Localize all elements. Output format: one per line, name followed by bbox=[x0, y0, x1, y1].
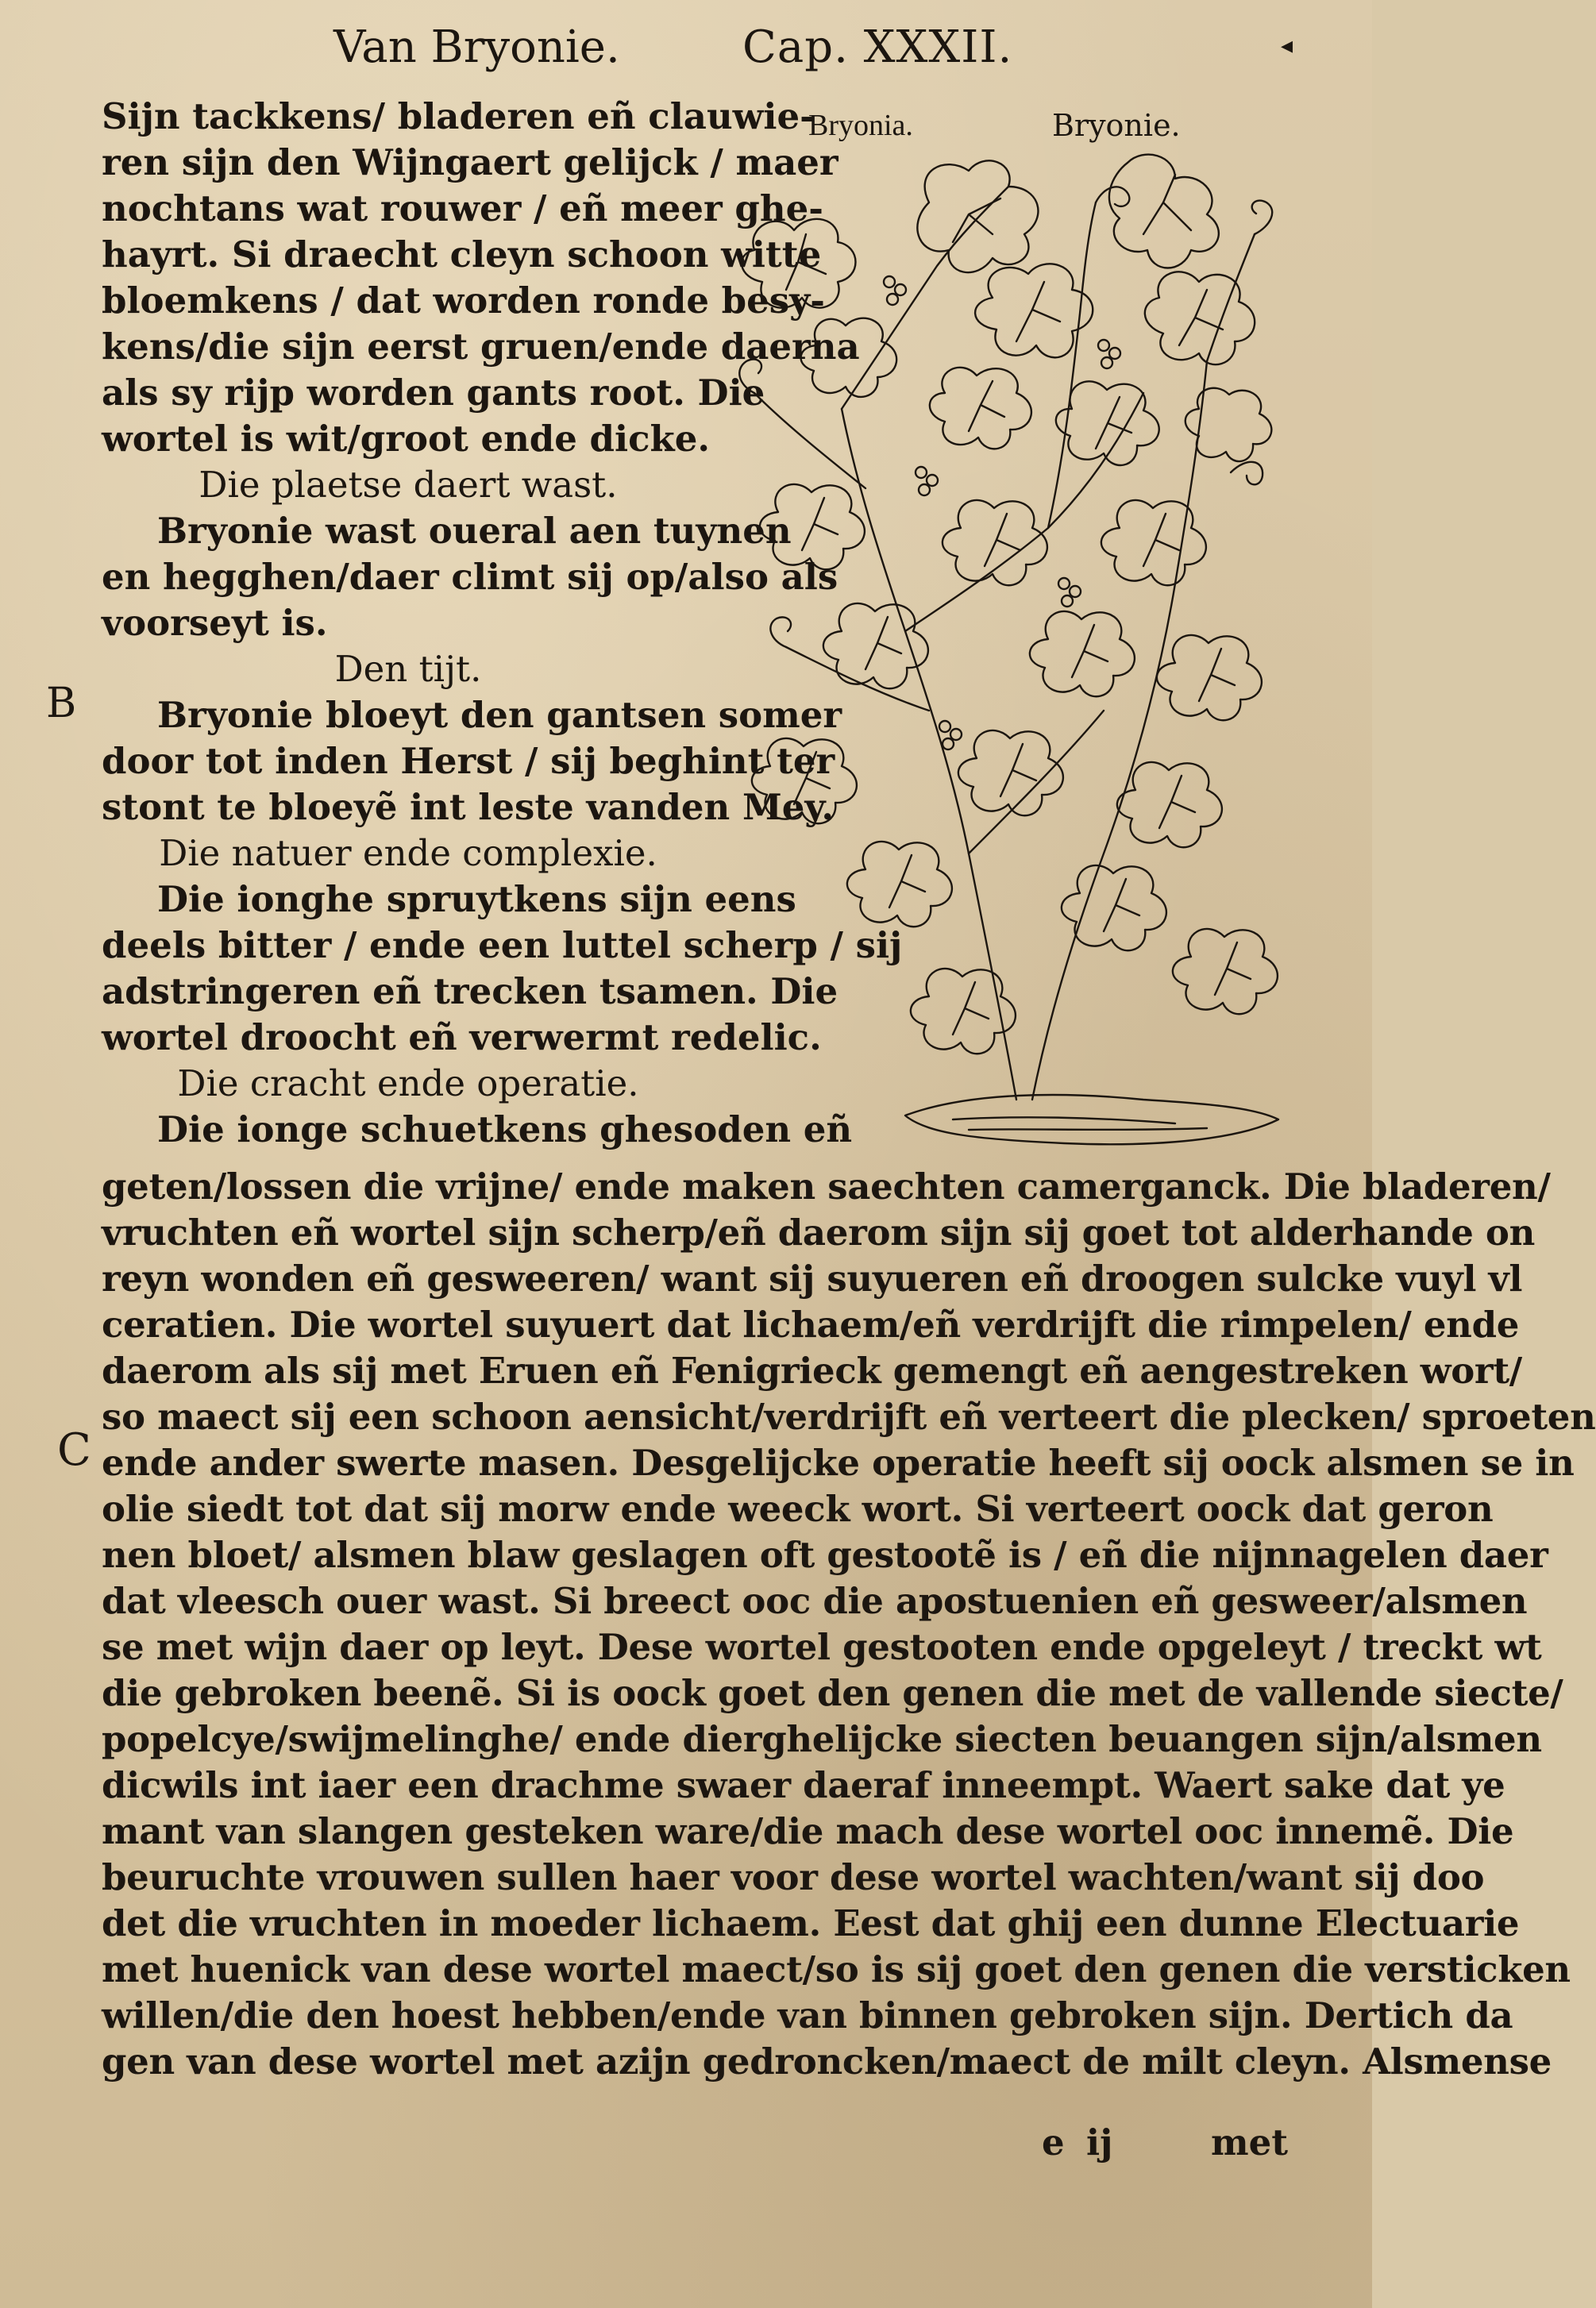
text-line: Die ionghe spruytkens sijn eens bbox=[157, 878, 796, 920]
text-line: mant van slangen gesteken ware/die mach dese wortel ooc innemẽ. Die bbox=[102, 1810, 1514, 1852]
text-line: daerom als sij met Eruen eñ Fenigrieck gemengt eñ aengestreken wort/ bbox=[102, 1350, 1522, 1392]
text-line: bloemkens / dat worden ronde besy- bbox=[102, 279, 825, 322]
text-line: door tot inden Herst / sij beghint ter bbox=[102, 740, 835, 782]
chapter-number: Cap. XXXII. bbox=[742, 21, 1013, 73]
margin-letter-c: C bbox=[57, 1424, 91, 1476]
text-line: Bryonie bloeyt den gantsen somer bbox=[157, 694, 842, 736]
section-heading: Die cracht ende operatie. bbox=[177, 1062, 639, 1104]
catchword: met bbox=[1211, 2121, 1289, 2164]
text-line: nochtans wat rouwer / eñ meer ghe- bbox=[102, 187, 823, 229]
figure-label-latin: Bryonia. bbox=[808, 109, 913, 142]
text-line: Bryonie wast oueral aen tuynen bbox=[157, 510, 792, 552]
text-line: popelcye/swijmelinghe/ ende dierghelijcke siecten beuangen sijn/alsmen bbox=[102, 1718, 1542, 1760]
text-line: ende ander swerte masen. Desgelijcke operatie heeft sij oock alsmen se in bbox=[102, 1442, 1575, 1484]
section-heading: Die plaetse daert wast. bbox=[199, 464, 618, 506]
text-line: det die vruchten in moeder lichaem. Eest dat ghij een dunne Electuarie bbox=[102, 1902, 1520, 1944]
text-line: dat vleesch ouer wast. Si breect ooc die apostuenien eñ gesweer/alsmen bbox=[102, 1580, 1528, 1622]
text-line: hayrt. Si draecht cleyn schoon witte bbox=[102, 233, 822, 275]
running-title: Van Bryonie. bbox=[333, 21, 620, 73]
text-line: adstringeren eñ trecken tsamen. Die bbox=[102, 970, 838, 1012]
text-line: ren sijn den Wijngaert gelijck / maer bbox=[102, 141, 838, 183]
section-heading: Die natuer ende complexie. bbox=[159, 832, 657, 874]
text-line: voorseyt is. bbox=[102, 602, 328, 644]
text-line: en hegghen/daer climt sij op/also als bbox=[102, 556, 838, 598]
text-line: vruchten eñ wortel sijn scherp/eñ daerom sijn sij goet tot alderhande on bbox=[102, 1212, 1536, 1254]
text-line: deels bitter / ende een luttel scherp / sij bbox=[102, 924, 903, 966]
text-line: wortel is wit/groot ende dicke. bbox=[102, 418, 710, 460]
text-line: se met wijn daer op leyt. Dese wortel gestooten ende opgeleyt / treckt wt bbox=[102, 1626, 1542, 1668]
text-line: reyn wonden eñ gesweeren/ want sij suyueren eñ droogen sulcke vuyl vl bbox=[102, 1258, 1523, 1300]
text-line: nen bloet/ alsmen blaw geslagen oft gestootẽ is / eñ die nijnnagelen daer bbox=[102, 1534, 1548, 1576]
text-line: geten/lossen die vrijne/ ende maken saechten camerganck. Die bladeren/ bbox=[102, 1166, 1551, 1208]
margin-letter-b: B bbox=[46, 680, 77, 727]
text-line: ceratien. Die wortel suyuert dat lichaem/eñ verdrijft die rimpelen/ ende bbox=[102, 1304, 1520, 1346]
text-line: die gebroken beenẽ. Si is oock goet den genen die met de vallende siecte/ bbox=[102, 1672, 1563, 1714]
text-line: willen/die den hoest hebben/ende van binnen gebroken sijn. Dertich da bbox=[102, 1994, 1513, 2036]
section-heading: Den tijt. bbox=[334, 648, 482, 690]
signature-mark: e bbox=[1042, 2121, 1065, 2164]
text-line: gen van dese wortel met azijn gedroncken/maect de milt cleyn. Alsmense bbox=[102, 2040, 1552, 2083]
full-width-text-block bbox=[102, 1164, 1596, 2085]
text-line: so maect sij een schoon aensicht/verdrijft eñ verteert die plecken/ sproeten bbox=[102, 1396, 1596, 1438]
corner-mark-icon: ◂ bbox=[1281, 32, 1293, 60]
text-line: dicwils int iaer een drachme swaer daeraf inneempt. Waert sake dat ye bbox=[102, 1764, 1505, 1806]
text-line: beuruchte vrouwen sullen haer voor dese wortel wachten/want sij doo bbox=[102, 1856, 1485, 1898]
figure-label-dutch: Bryonie. bbox=[1052, 108, 1181, 143]
signature-leaf: ij bbox=[1086, 2121, 1113, 2164]
text-line: Sijn tackkens/ bladeren eñ clauwie- bbox=[102, 95, 815, 137]
text-line: wortel droocht eñ verwermt redelic. bbox=[102, 1016, 822, 1058]
text-line: kens/die sijn eerst gruen/ende daerna bbox=[102, 326, 860, 368]
text-line: Die ionge schuetkens ghesoden eñ bbox=[157, 1108, 853, 1150]
text-line: met huenick van dese wortel maect/so is sij goet den genen die versticken bbox=[102, 1948, 1571, 1990]
text-line: stont te bloeyẽ int leste vanden Mey. bbox=[102, 786, 835, 828]
text-line: olie siedt tot dat sij morw ende weeck wort. Si verteert oock dat geron bbox=[102, 1488, 1494, 1530]
text-line: als sy rijp worden gants root. Die bbox=[102, 372, 765, 414]
